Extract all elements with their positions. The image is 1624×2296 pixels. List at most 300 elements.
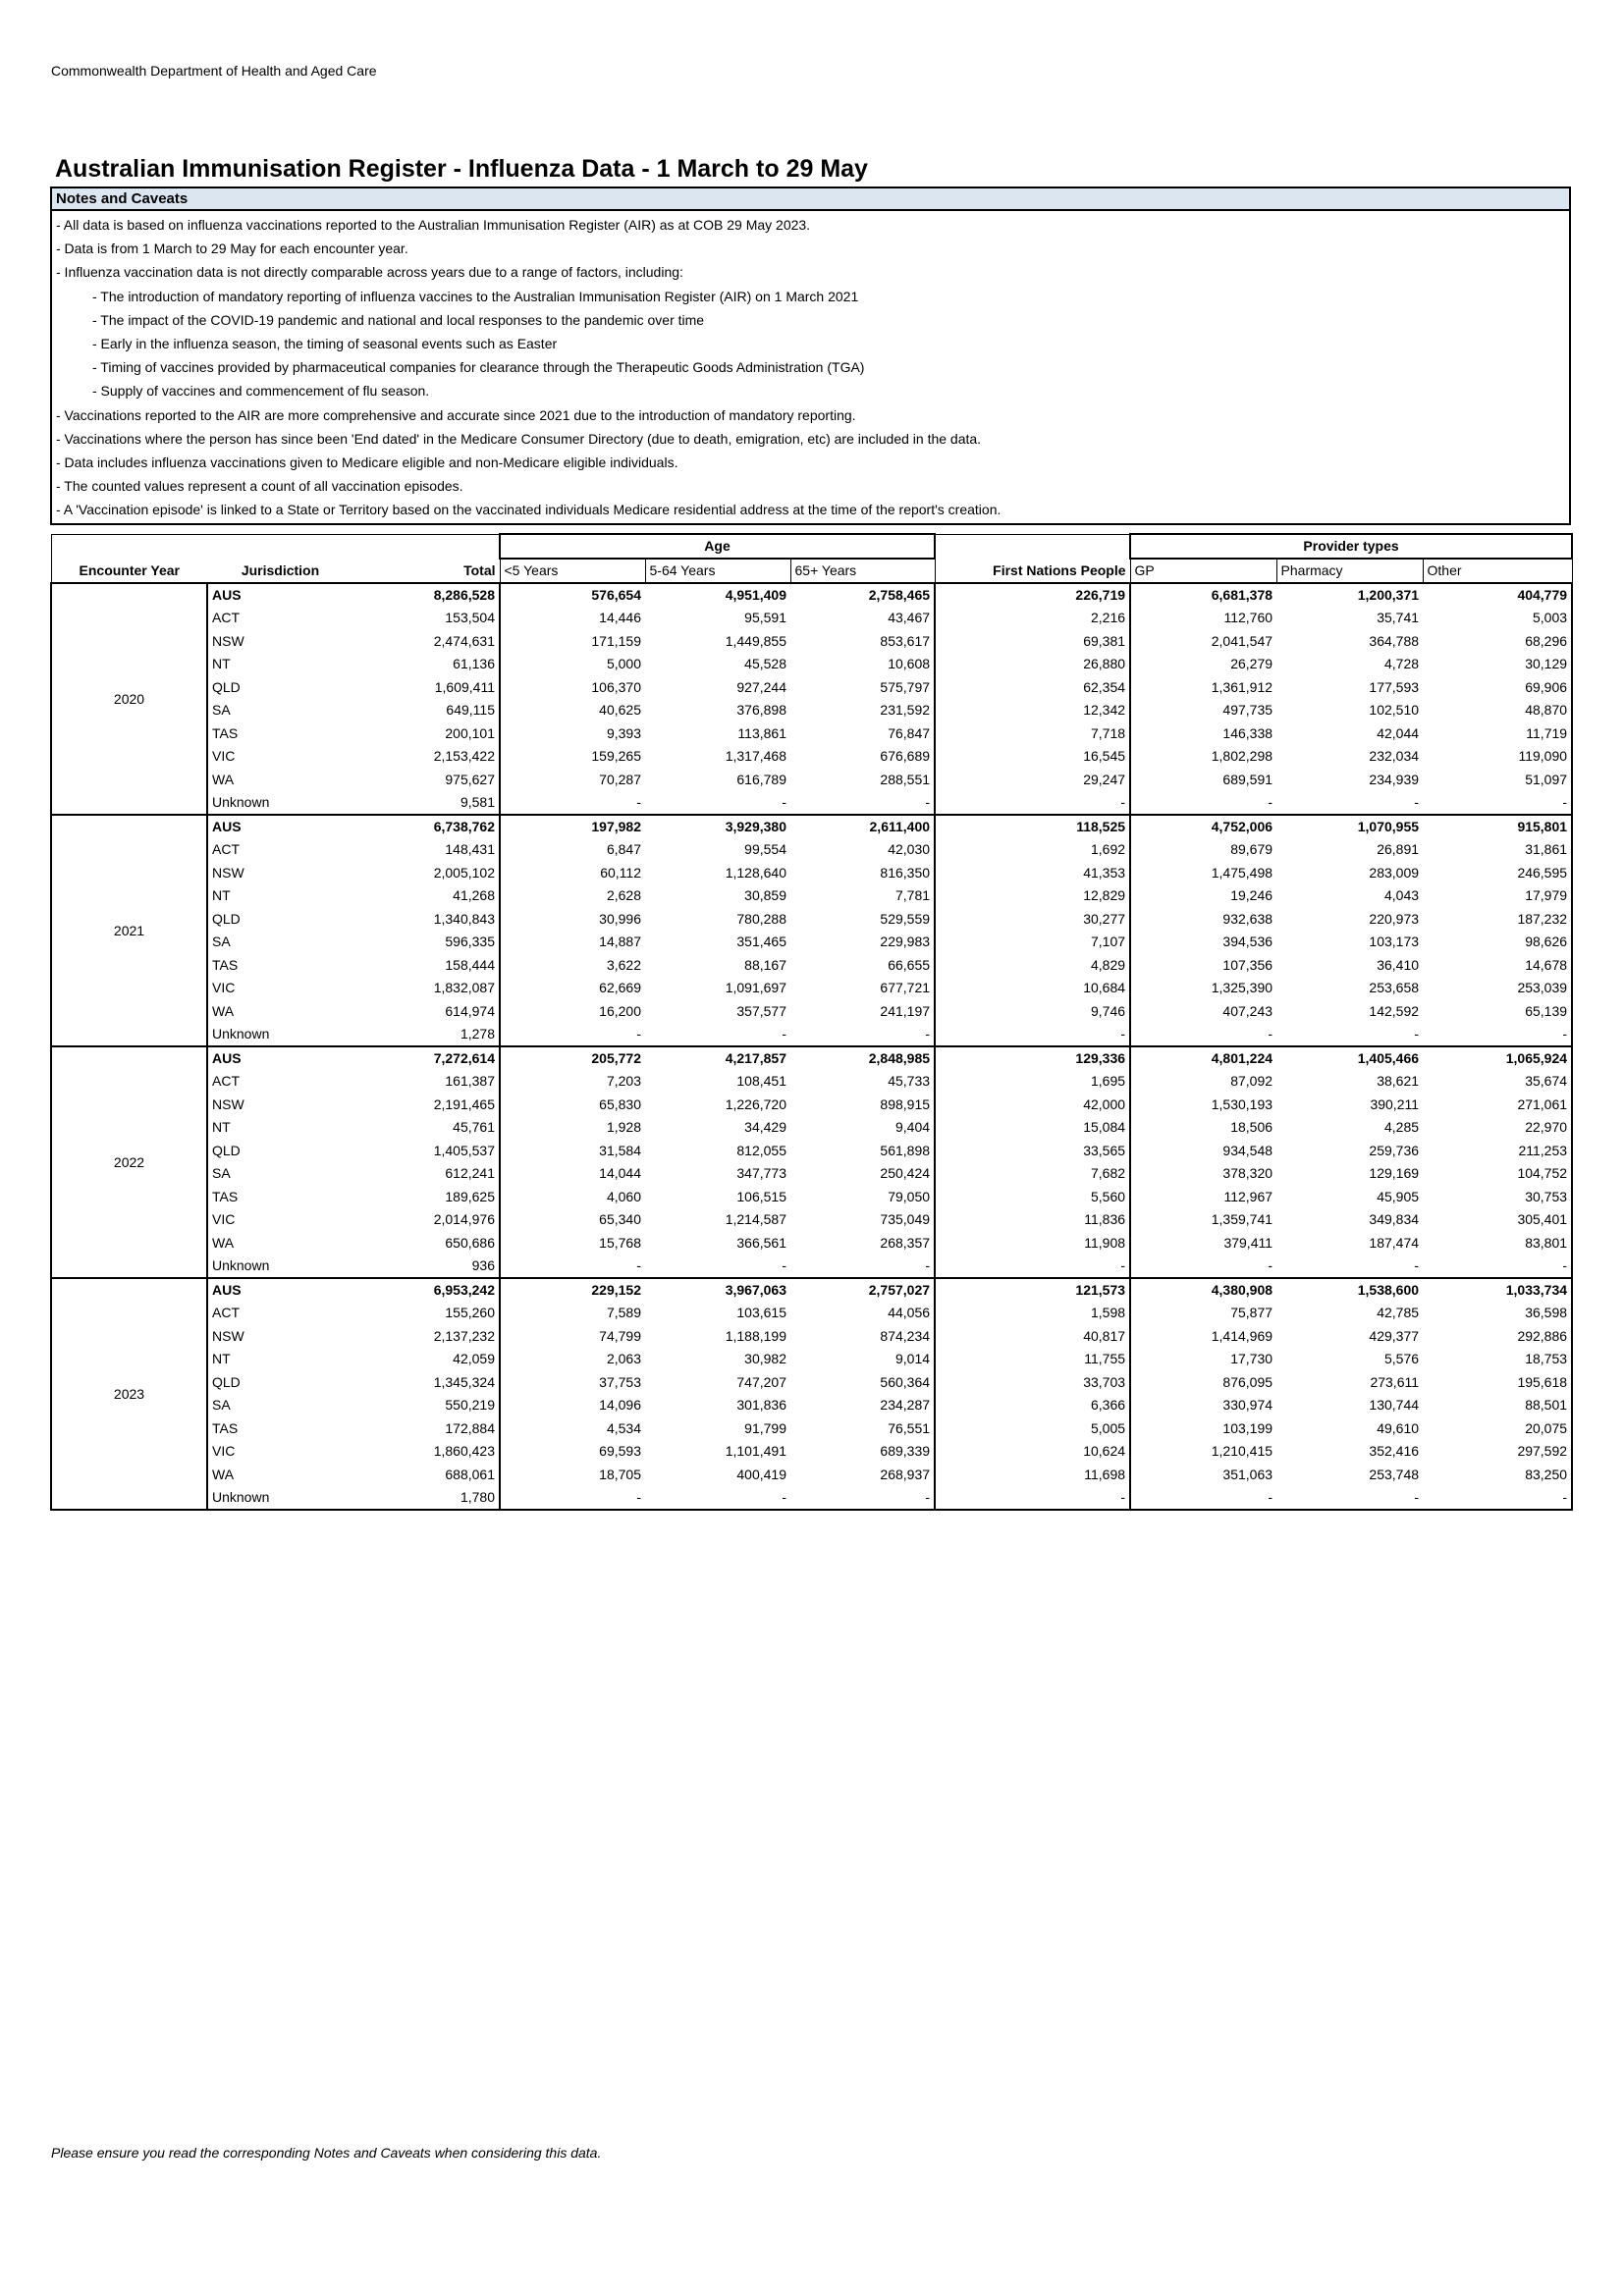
value-cell: 60,112 xyxy=(600,864,641,881)
jurisdiction-cell: TAS xyxy=(207,1186,353,1209)
value-cell: 2,758,465 xyxy=(790,583,935,607)
header-spacer xyxy=(353,534,500,559)
value-cell: 4,043 xyxy=(1383,887,1420,904)
value-cell: 4,534 xyxy=(606,1419,641,1436)
value-cell: 874,234 xyxy=(790,1325,935,1349)
value-cell: 273,611 xyxy=(1370,1373,1420,1390)
value-cell: 400,419 xyxy=(736,1466,786,1482)
table-row xyxy=(51,1070,1572,1094)
value-cell: 4,728 xyxy=(1383,656,1420,672)
table-row xyxy=(51,1417,1572,1441)
jurisdiction-cell: NT xyxy=(207,1116,353,1140)
value-cell: 357,577 xyxy=(736,1002,786,1019)
value-cell: 10,684 xyxy=(935,977,1130,1000)
value-cell: 1,065,924 xyxy=(1423,1046,1572,1070)
jurisdiction-cell: QLD xyxy=(207,676,353,700)
value-cell: 9,746 xyxy=(935,1000,1130,1024)
value-cell: 129,336 xyxy=(935,1046,1130,1070)
value-cell: 68,296 xyxy=(1423,630,1572,654)
jurisdiction-cell: SA xyxy=(207,699,353,722)
value-cell: 26,880 xyxy=(935,653,1130,676)
value-cell: 172,884 xyxy=(353,1417,500,1441)
value-cell: 33,565 xyxy=(935,1140,1130,1163)
col-65-plus: 65+ Years xyxy=(790,559,935,583)
value-cell: 2,628 xyxy=(606,887,641,904)
table-row xyxy=(51,815,1572,838)
value-cell: 5,560 xyxy=(935,1186,1130,1209)
value-cell: 529,559 xyxy=(790,908,935,932)
value-cell: 112,967 xyxy=(1223,1188,1273,1204)
table-row xyxy=(51,884,1572,908)
value-cell: - xyxy=(935,1023,1130,1046)
value-cell: 234,939 xyxy=(1369,771,1420,787)
value-cell: 36,598 xyxy=(1423,1302,1572,1325)
value-cell: 283,009 xyxy=(1369,864,1420,881)
value-cell: 1,414,969 xyxy=(1211,1327,1273,1344)
value-cell: 14,446 xyxy=(599,610,641,626)
value-cell: 366,561 xyxy=(736,1234,786,1251)
table-row xyxy=(51,607,1572,630)
note-item: - The impact of the COVID-19 pandemic and national and local responses to the pandemic over time xyxy=(92,311,705,328)
col-under-5: <5 Years xyxy=(500,559,645,583)
value-cell: 129,169 xyxy=(1369,1165,1420,1182)
value-cell: 378,320 xyxy=(1222,1165,1273,1182)
value-cell: 1,405,466 xyxy=(1276,1046,1423,1070)
jurisdiction-cell: QLD xyxy=(207,1371,353,1395)
value-cell: 735,049 xyxy=(790,1208,935,1232)
page-title: Australian Immunisation Register - Influenza Data - 1 March to 29 May xyxy=(55,155,868,183)
jurisdiction-cell: Unknown xyxy=(207,1023,353,1046)
jurisdiction-cell: ACT xyxy=(207,838,353,862)
note-item: - A 'Vaccination episode' is linked to a State or Territory based on the vaccinated individuals Medicare residential address at the time of the report's creation. xyxy=(56,502,1001,518)
value-cell: 1,609,411 xyxy=(353,676,500,700)
value-cell: 5,576 xyxy=(1383,1351,1420,1367)
value-cell: 88,167 xyxy=(744,956,786,973)
jurisdiction-cell: SA xyxy=(207,1394,353,1417)
value-cell: 51,097 xyxy=(1423,769,1572,792)
value-cell: 1,832,087 xyxy=(353,977,500,1000)
encounter-year-cell: 2022 xyxy=(51,1046,207,1278)
value-cell: 171,159 xyxy=(591,632,641,649)
value-cell: 10,624 xyxy=(935,1440,1130,1464)
value-cell: 1,188,199 xyxy=(725,1327,786,1344)
value-cell: 429,377 xyxy=(1369,1327,1420,1344)
value-cell: 103,173 xyxy=(1369,934,1420,950)
value-cell: 1,101,491 xyxy=(725,1443,786,1460)
value-cell: 246,595 xyxy=(1423,862,1572,885)
value-cell: 200,101 xyxy=(353,722,500,746)
value-cell: 31,861 xyxy=(1423,838,1572,862)
table-row xyxy=(51,1325,1572,1349)
footer-note: Please ensure you read the corresponding Notes and Caveats when considering this data. xyxy=(51,2145,602,2161)
header-spacer xyxy=(51,534,207,559)
value-cell: 932,638 xyxy=(1222,910,1273,927)
influenza-data-table xyxy=(50,533,1573,1511)
value-cell: 2,014,976 xyxy=(353,1208,500,1232)
value-cell: 268,937 xyxy=(790,1464,935,1487)
jurisdiction-cell: Unknown xyxy=(207,791,353,815)
value-cell: 130,744 xyxy=(1369,1397,1420,1414)
value-cell: 1,345,324 xyxy=(353,1371,500,1395)
value-cell: - xyxy=(1276,1255,1423,1278)
value-cell: 1,530,193 xyxy=(1211,1095,1273,1112)
table-row xyxy=(51,769,1572,792)
value-cell: 9,014 xyxy=(790,1348,935,1371)
value-cell: 69,593 xyxy=(599,1443,641,1460)
value-cell: 2,063 xyxy=(606,1351,641,1367)
note-item: - Vaccinations where the person has since been 'End dated' in the Medicare Consumer Directory (due to death, emigration, etc) are included in the data. xyxy=(56,430,982,447)
table-row xyxy=(51,1486,1572,1510)
value-cell: 616,789 xyxy=(736,771,786,787)
value-cell: 688,061 xyxy=(353,1464,500,1487)
value-cell: 30,859 xyxy=(744,887,786,904)
value-cell: 1,361,912 xyxy=(1211,678,1273,695)
value-cell: 75,877 xyxy=(1230,1305,1273,1321)
value-cell: 83,801 xyxy=(1423,1232,1572,1255)
col-other: Other xyxy=(1423,559,1572,583)
value-cell: 11,719 xyxy=(1423,722,1572,746)
value-cell: 1,340,843 xyxy=(353,908,500,932)
value-cell: 2,848,985 xyxy=(790,1046,935,1070)
jurisdiction-cell: VIC xyxy=(207,745,353,769)
table-row xyxy=(51,1440,1572,1464)
value-cell: 297,592 xyxy=(1423,1440,1572,1464)
value-cell: 2,611,400 xyxy=(790,815,935,838)
value-cell: 7,781 xyxy=(790,884,935,908)
table-row xyxy=(51,1208,1572,1232)
value-cell: 20,075 xyxy=(1423,1417,1572,1441)
value-cell: 66,655 xyxy=(790,954,935,978)
col-jurisdiction: Jurisdiction xyxy=(207,559,353,583)
value-cell: 975,627 xyxy=(353,769,500,792)
table-row xyxy=(51,862,1572,885)
table-row xyxy=(51,1000,1572,1024)
table-row xyxy=(51,1140,1572,1163)
value-cell: 31,584 xyxy=(599,1142,641,1158)
value-cell: 1,325,390 xyxy=(1211,980,1273,996)
value-cell: 8,286,528 xyxy=(353,583,500,607)
value-cell: 43,467 xyxy=(790,607,935,630)
value-cell: 34,429 xyxy=(744,1119,786,1136)
value-cell: 6,738,762 xyxy=(353,815,500,838)
value-cell: 61,136 xyxy=(353,653,500,676)
value-cell: 16,200 xyxy=(599,1002,641,1019)
jurisdiction-cell: VIC xyxy=(207,977,353,1000)
jurisdiction-cell: NT xyxy=(207,884,353,908)
value-cell: 1,598 xyxy=(935,1302,1130,1325)
value-cell: 330,974 xyxy=(1222,1397,1273,1414)
table-row xyxy=(51,1255,1572,1278)
value-cell: 195,618 xyxy=(1423,1371,1572,1395)
value-cell: 4,060 xyxy=(606,1188,641,1204)
value-cell: 2,137,232 xyxy=(353,1325,500,1349)
value-cell: 40,817 xyxy=(935,1325,1130,1349)
table-row xyxy=(51,1186,1572,1209)
table-row xyxy=(51,1278,1572,1302)
table-row xyxy=(51,1094,1572,1117)
value-cell: 26,279 xyxy=(1230,656,1273,672)
value-cell: 187,474 xyxy=(1369,1234,1420,1251)
value-cell: - xyxy=(645,1486,790,1510)
value-cell: 2,474,631 xyxy=(353,630,500,654)
jurisdiction-cell: AUS xyxy=(207,583,353,607)
jurisdiction-cell: Unknown xyxy=(207,1255,353,1278)
value-cell: 404,779 xyxy=(1423,583,1572,607)
notes-list xyxy=(52,211,1569,523)
value-cell: 2,757,027 xyxy=(790,1278,935,1302)
value-cell: 106,370 xyxy=(591,678,641,695)
col-total: Total xyxy=(353,559,500,583)
jurisdiction-cell: ACT xyxy=(207,607,353,630)
value-cell: 177,593 xyxy=(1369,678,1420,695)
value-cell: 14,044 xyxy=(599,1165,641,1182)
table-row xyxy=(51,1464,1572,1487)
value-cell: 30,996 xyxy=(599,910,641,927)
value-cell: 915,801 xyxy=(1423,815,1572,838)
value-cell: 927,244 xyxy=(736,678,786,695)
value-cell: 38,621 xyxy=(1377,1073,1420,1090)
value-cell: 816,350 xyxy=(790,862,935,885)
value-cell: 108,451 xyxy=(736,1073,786,1090)
value-cell: 2,005,102 xyxy=(353,862,500,885)
value-cell: 6,953,242 xyxy=(353,1278,500,1302)
value-cell: 41,353 xyxy=(935,862,1130,885)
value-cell: - xyxy=(500,1023,645,1046)
value-cell: 65,830 xyxy=(599,1095,641,1112)
value-cell: 5,003 xyxy=(1423,607,1572,630)
value-cell: 103,199 xyxy=(1222,1419,1273,1436)
value-cell: 121,573 xyxy=(935,1278,1130,1302)
table-row xyxy=(51,838,1572,862)
table-row xyxy=(51,1302,1572,1325)
note-item: - Supply of vaccines and commencement of flu season. xyxy=(92,383,430,400)
value-cell: 676,689 xyxy=(790,745,935,769)
value-cell: 4,380,908 xyxy=(1130,1278,1276,1302)
value-cell: 4,829 xyxy=(935,954,1130,978)
value-cell: 102,510 xyxy=(1369,702,1420,719)
value-cell: 65,340 xyxy=(599,1211,641,1228)
table-row xyxy=(51,699,1572,722)
provider-group-header: Provider types xyxy=(1130,534,1572,559)
col-5-64: 5-64 Years xyxy=(645,559,790,583)
value-cell: 79,050 xyxy=(790,1186,935,1209)
value-cell: 376,898 xyxy=(736,702,786,719)
value-cell: 1,802,298 xyxy=(1211,748,1273,765)
table-row xyxy=(51,1046,1572,1070)
value-cell: 253,748 xyxy=(1369,1466,1420,1482)
value-cell: 98,626 xyxy=(1423,931,1572,954)
value-cell: 62,354 xyxy=(935,676,1130,700)
value-cell: 7,589 xyxy=(606,1305,641,1321)
value-cell: 89,679 xyxy=(1230,841,1273,858)
value-cell: 259,736 xyxy=(1369,1142,1420,1158)
value-cell: 91,799 xyxy=(744,1419,786,1436)
value-cell: 407,243 xyxy=(1222,1002,1273,1019)
value-cell: 88,501 xyxy=(1423,1394,1572,1417)
value-cell: - xyxy=(1130,791,1276,815)
value-cell: - xyxy=(790,1023,935,1046)
table-row xyxy=(51,954,1572,978)
value-cell: 241,197 xyxy=(790,1000,935,1024)
encounter-year-cell: 2021 xyxy=(51,815,207,1046)
value-cell: 161,387 xyxy=(353,1070,500,1094)
value-cell: 351,465 xyxy=(736,934,786,950)
value-cell: 26,891 xyxy=(1377,841,1420,858)
jurisdiction-cell: QLD xyxy=(207,908,353,932)
value-cell: 4,801,224 xyxy=(1130,1046,1276,1070)
value-cell: 9,404 xyxy=(790,1116,935,1140)
table-row xyxy=(51,676,1572,700)
value-cell: - xyxy=(1130,1023,1276,1046)
value-cell: 1,070,955 xyxy=(1276,815,1423,838)
value-cell: 76,551 xyxy=(790,1417,935,1441)
value-cell: - xyxy=(645,791,790,815)
value-cell: 1,692 xyxy=(935,838,1130,862)
value-cell: 11,836 xyxy=(935,1208,1130,1232)
value-cell: - xyxy=(935,1486,1130,1510)
value-cell: 2,041,547 xyxy=(1211,632,1273,649)
value-cell: 231,592 xyxy=(790,699,935,722)
value-cell: 103,615 xyxy=(736,1305,786,1321)
value-cell: 747,207 xyxy=(736,1373,786,1390)
jurisdiction-cell: AUS xyxy=(207,815,353,838)
value-cell: 271,061 xyxy=(1423,1094,1572,1117)
value-cell: 1,200,371 xyxy=(1276,583,1423,607)
value-cell: 17,730 xyxy=(1230,1351,1273,1367)
value-cell: 10,608 xyxy=(790,653,935,676)
value-cell: 351,063 xyxy=(1222,1466,1273,1482)
value-cell: 1,214,587 xyxy=(725,1211,786,1228)
value-cell: 898,915 xyxy=(790,1094,935,1117)
note-item: - Timing of vaccines provided by pharmaceutical companies for clearance through the Therapeutic Goods Administration (TGA) xyxy=(92,359,865,376)
value-cell: 9,393 xyxy=(606,724,641,741)
value-cell: 3,929,380 xyxy=(645,815,790,838)
value-cell: 44,056 xyxy=(790,1302,935,1325)
table-row xyxy=(51,908,1572,932)
value-cell: 853,617 xyxy=(790,630,935,654)
value-cell: 189,625 xyxy=(353,1186,500,1209)
header-spacer xyxy=(207,534,353,559)
value-cell: 29,247 xyxy=(935,769,1130,792)
value-cell: 1,449,855 xyxy=(725,632,786,649)
value-cell: 347,773 xyxy=(736,1165,786,1182)
value-cell: 1,405,537 xyxy=(353,1140,500,1163)
value-cell: 6,366 xyxy=(935,1394,1130,1417)
value-cell: 119,090 xyxy=(1423,745,1572,769)
value-cell: 364,788 xyxy=(1369,632,1420,649)
value-cell: 197,982 xyxy=(500,815,645,838)
table-row xyxy=(51,583,1572,607)
table-row xyxy=(51,653,1572,676)
notes-and-caveats xyxy=(50,187,1571,525)
value-cell: 349,834 xyxy=(1369,1211,1420,1228)
value-cell: 7,107 xyxy=(935,931,1130,954)
value-cell: 104,752 xyxy=(1423,1162,1572,1186)
jurisdiction-cell: VIC xyxy=(207,1440,353,1464)
value-cell: 1,226,720 xyxy=(725,1095,786,1112)
value-cell: 37,753 xyxy=(599,1373,641,1390)
value-cell: 677,721 xyxy=(790,977,935,1000)
table-row xyxy=(51,1232,1572,1255)
value-cell: 1,317,468 xyxy=(725,748,786,765)
value-cell: 158,444 xyxy=(353,954,500,978)
value-cell: 14,096 xyxy=(599,1397,641,1414)
value-cell: 211,253 xyxy=(1423,1140,1572,1163)
jurisdiction-cell: ACT xyxy=(207,1302,353,1325)
value-cell: 1,928 xyxy=(606,1119,641,1136)
value-cell: 9,581 xyxy=(353,791,500,815)
value-cell: 12,829 xyxy=(935,884,1130,908)
value-cell: 14,678 xyxy=(1423,954,1572,978)
value-cell: 99,554 xyxy=(744,841,786,858)
value-cell: 76,847 xyxy=(790,722,935,746)
jurisdiction-cell: QLD xyxy=(207,1140,353,1163)
value-cell: 560,364 xyxy=(790,1371,935,1395)
value-cell: 226,719 xyxy=(935,583,1130,607)
table-row xyxy=(51,1023,1572,1046)
value-cell: 689,339 xyxy=(790,1440,935,1464)
value-cell: 45,733 xyxy=(790,1070,935,1094)
value-cell: 153,504 xyxy=(353,607,500,630)
value-cell: 288,551 xyxy=(790,769,935,792)
value-cell: 4,217,857 xyxy=(645,1046,790,1070)
jurisdiction-cell: VIC xyxy=(207,1208,353,1232)
table-row xyxy=(51,931,1572,954)
value-cell: 146,338 xyxy=(1222,724,1273,741)
value-cell: 1,359,741 xyxy=(1211,1211,1273,1228)
value-cell: 30,982 xyxy=(744,1351,786,1367)
value-cell: 650,686 xyxy=(353,1232,500,1255)
value-cell: 187,232 xyxy=(1423,908,1572,932)
value-cell: 390,211 xyxy=(1370,1095,1420,1112)
value-cell: 35,741 xyxy=(1377,610,1420,626)
value-cell: 229,152 xyxy=(500,1278,645,1302)
value-cell: 550,219 xyxy=(353,1394,500,1417)
value-cell: 352,416 xyxy=(1369,1443,1420,1460)
jurisdiction-cell: TAS xyxy=(207,1417,353,1441)
value-cell: 253,658 xyxy=(1369,980,1420,996)
encounter-year-cell: 2020 xyxy=(51,583,207,815)
jurisdiction-cell: WA xyxy=(207,1464,353,1487)
value-cell: 12,342 xyxy=(935,699,1130,722)
value-cell: 42,044 xyxy=(1377,724,1420,741)
value-cell: 7,203 xyxy=(606,1073,641,1090)
value-cell: 30,129 xyxy=(1423,653,1572,676)
value-cell: 1,860,423 xyxy=(353,1440,500,1464)
value-cell: 22,970 xyxy=(1423,1116,1572,1140)
value-cell: 7,272,614 xyxy=(353,1046,500,1070)
value-cell: 48,870 xyxy=(1423,699,1572,722)
value-cell: 17,979 xyxy=(1423,884,1572,908)
value-cell: 394,536 xyxy=(1222,934,1273,950)
value-cell: 379,411 xyxy=(1223,1234,1273,1251)
table-row xyxy=(51,722,1572,746)
value-cell: 250,424 xyxy=(790,1162,935,1186)
value-cell: 19,246 xyxy=(1230,887,1273,904)
table-row xyxy=(51,1116,1572,1140)
value-cell: 4,285 xyxy=(1383,1119,1420,1136)
age-group-header: Age xyxy=(500,534,935,559)
table-row xyxy=(51,977,1572,1000)
header-spacer xyxy=(935,534,1130,559)
value-cell: 107,356 xyxy=(1222,956,1273,973)
value-cell: 112,760 xyxy=(1223,610,1273,626)
value-cell: 5,000 xyxy=(606,656,641,672)
value-cell: 1,091,697 xyxy=(725,980,786,996)
value-cell: - xyxy=(790,1486,935,1510)
value-cell: 7,682 xyxy=(935,1162,1130,1186)
value-cell: 95,591 xyxy=(744,610,786,626)
